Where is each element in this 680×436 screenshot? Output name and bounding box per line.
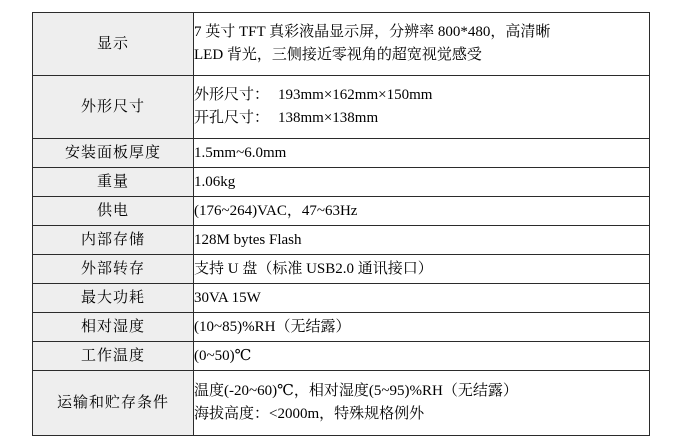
row-value-relative-humidity-line-1: (10~85)%RH（无结露） — [194, 319, 351, 335]
row-label-max-consumption: 最大功耗 — [33, 284, 194, 313]
row-label-operating-temperature: 工作温度 — [33, 342, 194, 371]
row-value-max-consumption-line-1: 30VA 15W — [194, 290, 261, 306]
sub-label-cutout-size: 开孔尺寸： — [194, 110, 270, 126]
row-value-relative-humidity — [194, 313, 650, 342]
row-label-weight: 重量 — [33, 168, 194, 197]
row-label-internal-storage: 内部存储 — [33, 226, 194, 255]
row-label-external-storage: 外部转存 — [33, 255, 194, 284]
table-row — [33, 139, 650, 168]
row-value-dimensions-line-1 — [194, 84, 649, 107]
row-value-display — [194, 13, 650, 76]
specification-table — [32, 12, 650, 436]
table-row — [33, 197, 650, 226]
table-row — [33, 76, 650, 139]
table-row — [33, 342, 650, 371]
row-label-relative-humidity: 相对湿度 — [33, 313, 194, 342]
row-value-internal-storage — [194, 226, 650, 255]
row-value-power-supply — [194, 197, 650, 226]
row-value-dimensions — [194, 76, 650, 139]
row-label-panel-thickness: 安装面板厚度 — [33, 139, 194, 168]
row-value-internal-storage-line-1: 128M bytes Flash — [194, 232, 302, 248]
row-value-transport-storage — [194, 371, 650, 436]
row-value-panel-thickness-line-1: 1.5mm~6.0mm — [194, 145, 287, 161]
row-label-display: 显示 — [33, 13, 194, 76]
row-label-power-supply: 供电 — [33, 197, 194, 226]
row-value-operating-temperature-line-1: (0~50)℃ — [194, 348, 252, 364]
table-row — [33, 226, 650, 255]
table-row — [33, 255, 650, 284]
row-value-weight-line-1: 1.06kg — [194, 174, 236, 190]
sub-value-cutout-size: 138mm×138mm — [278, 110, 379, 126]
sub-value-outer-size: 193mm×162mm×150mm — [278, 87, 433, 103]
row-value-dimensions-line-2 — [194, 107, 649, 130]
table-row — [33, 313, 650, 342]
sub-label-outer-size: 外形尺寸： — [194, 87, 270, 103]
row-value-weight — [194, 168, 650, 197]
row-value-display-line-1: 7 英寸 TFT 真彩液晶显示屏，分辨率 800*480，高清晰 — [194, 24, 551, 40]
row-value-external-storage — [194, 255, 650, 284]
row-label-transport-storage: 运输和贮存条件 — [33, 371, 194, 436]
table-row — [33, 13, 650, 76]
row-value-panel-thickness — [194, 139, 650, 168]
table-row — [33, 371, 650, 436]
row-value-operating-temperature — [194, 342, 650, 371]
row-value-transport-storage-line-2: 海拔高度：<2000m，特殊规格例外 — [194, 406, 425, 422]
row-value-transport-storage-line-1: 温度(-20~60)℃，相对湿度(5~95)%RH（无结露） — [194, 383, 518, 399]
row-value-display-line-2: LED 背光，三侧接近零视角的超宽视觉感受 — [194, 47, 482, 63]
table-row — [33, 284, 650, 313]
row-value-max-consumption — [194, 284, 650, 313]
table-row — [33, 168, 650, 197]
row-value-power-supply-line-1: (176~264)VAC，47~63Hz — [194, 203, 358, 219]
row-label-dimensions: 外形尺寸 — [33, 76, 194, 139]
row-value-external-storage-line-1: 支持 U 盘（标准 USB2.0 通讯接口） — [194, 261, 433, 277]
